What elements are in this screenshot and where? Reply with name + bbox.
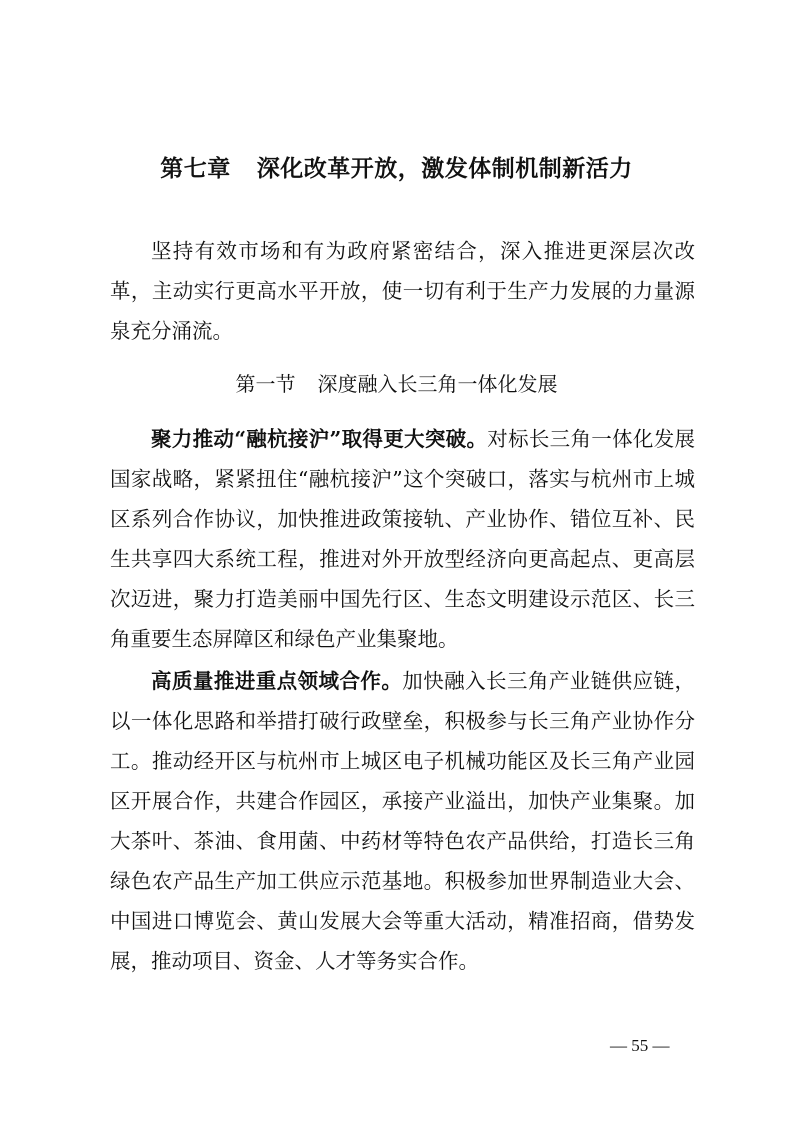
paragraph-integration bbox=[110, 419, 695, 659]
paragraph-lead: 高质量推进重点领域合作。 bbox=[151, 669, 403, 693]
page-number: — 55 — bbox=[610, 1036, 670, 1055]
section-heading bbox=[0, 368, 793, 397]
section-number: 第一节 bbox=[235, 372, 296, 396]
paragraph-lead: 聚力推动“融杭接沪”取得更大突破。 bbox=[151, 427, 488, 451]
section-title: 深度融入长三角一体化发展 bbox=[317, 372, 558, 396]
paragraph-cooperation bbox=[110, 661, 695, 981]
chapter-title: 深化改革开放，激发体制机制新活力 bbox=[256, 155, 633, 182]
chapter-number: 第七章 bbox=[160, 155, 231, 182]
intro-paragraph: 坚持有效市场和有为政府紧密结合，深入推进更深层次改革，主动实行更高水平开放，使一切有利于生产力发展的力量源泉充分涌流。 bbox=[110, 239, 695, 343]
chapter-heading bbox=[0, 150, 793, 183]
paragraph-body: 对标长三角一体化发展国家战略，紧紧扭住“融杭接沪”这个突破口，落实与杭州市上城区系列合作协议，加快推进政策接轨、产业协作、错位互补、民生共享四大系统工程，推进对外开放型经济向更高起点、更高层次迈进，聚力打造美丽中国先行区、生态文明建设示范区、长三角重要生态屏障区和绿色产业集聚地。 bbox=[110, 427, 696, 651]
paragraph-body: 加快融入长三角产业链供应链，以一体化思路和举措打破行政壁垒，积极参与长三角产业协作分工。推动经开区与杭州市上城区电子机械功能区及长三角产业园区开展合作，共建合作园区，承接产业溢出，加快产业集聚。加大茶叶、茶油、食用菌、中药材等特色农产品供给，打造长三角绿色农产品生产加工供应示范基地。积极参加世界制造业大会、中国进口博览会、黄山发展大会等重大活动，精准招商，借势发展，推动项目、资金、人才等务实合作。 bbox=[110, 669, 696, 973]
